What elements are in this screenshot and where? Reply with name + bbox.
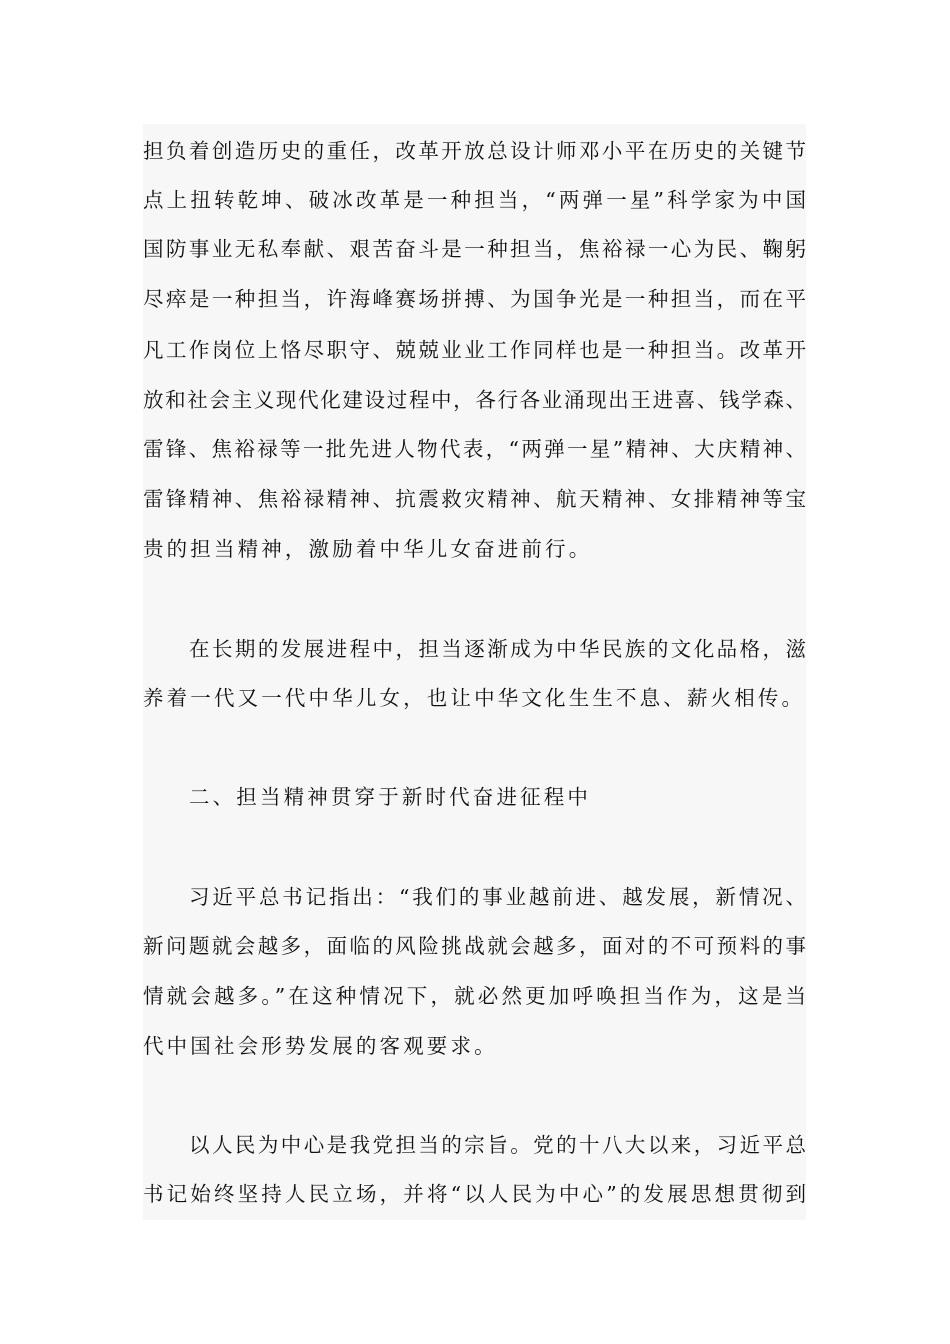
paragraph-1-line-2: 点上扭转乾坤、破冰改革是一种担当，“两弹一星”科学家为中国 [143,188,806,212]
paragraph-1-line-3: 国防事业无私奉献、艰苦奋斗是一种担当，焦裕禄一心为民、鞠躬 [143,237,806,261]
paragraph-3-line-2: 新问题就会越多，面临的风险挑战就会越多，面对的不可预料的事 [143,934,806,958]
paragraph-2-line-1: 在长期的发展进程中，担当逐渐成为中华民族的文化品格，滋 [189,637,806,661]
section-heading-2: 二、担当精神贯穿于新时代奋进征程中 [189,785,592,809]
paragraph-3-line-1: 习近平总书记指出：“我们的事业越前进、越发展，新情况、 [189,885,806,909]
paragraph-1-line-8: 雷锋精神、焦裕禄精神、抗震救灾精神、航天精神、女排精神等宝 [143,487,806,511]
paragraph-1-line-6: 放和社会主义现代化建设过程中，各行各业涌现出王进喜、钱学森、 [143,388,806,412]
document-body [143,124,806,1220]
paragraph-4-line-2: 书记始终坚持人民立场，并将“以人民为中心”的发展思想贯彻到 [143,1182,806,1206]
paragraph-1-line-7: 雷锋、焦裕禄等一批先进人物代表，“两弹一星”精神、大庆精神、 [143,437,806,461]
paragraph-1-line-4: 尽瘁是一种担当，许海峰赛场拼搏、为国争光是一种担当，而在平 [143,287,806,311]
paragraph-4-line-1: 以人民为中心是我党担当的宗旨。党的十八大以来，习近平总 [189,1133,806,1157]
paragraph-1-line-5: 凡工作岗位上恪尽职守、兢兢业业工作同样也是一种担当。改革开 [143,338,806,362]
paragraph-1-line-9: 贵的担当精神，激励着中华儿女奋进前行。 [143,537,593,561]
paragraph-2-line-2: 养着一代又一代中华儿女，也让中华文化生生不息、薪火相传。 [143,686,806,710]
paragraph-3-line-4: 代中国社会形势发展的客观要求。 [143,1034,498,1058]
paragraph-1-line-1: 担负着创造历史的重任，改革开放总设计师邓小平在历史的关键节 [143,139,806,163]
paragraph-3-line-3: 情就会越多。”在这种情况下，就必然更加呼唤担当作为，这是当 [143,984,806,1008]
